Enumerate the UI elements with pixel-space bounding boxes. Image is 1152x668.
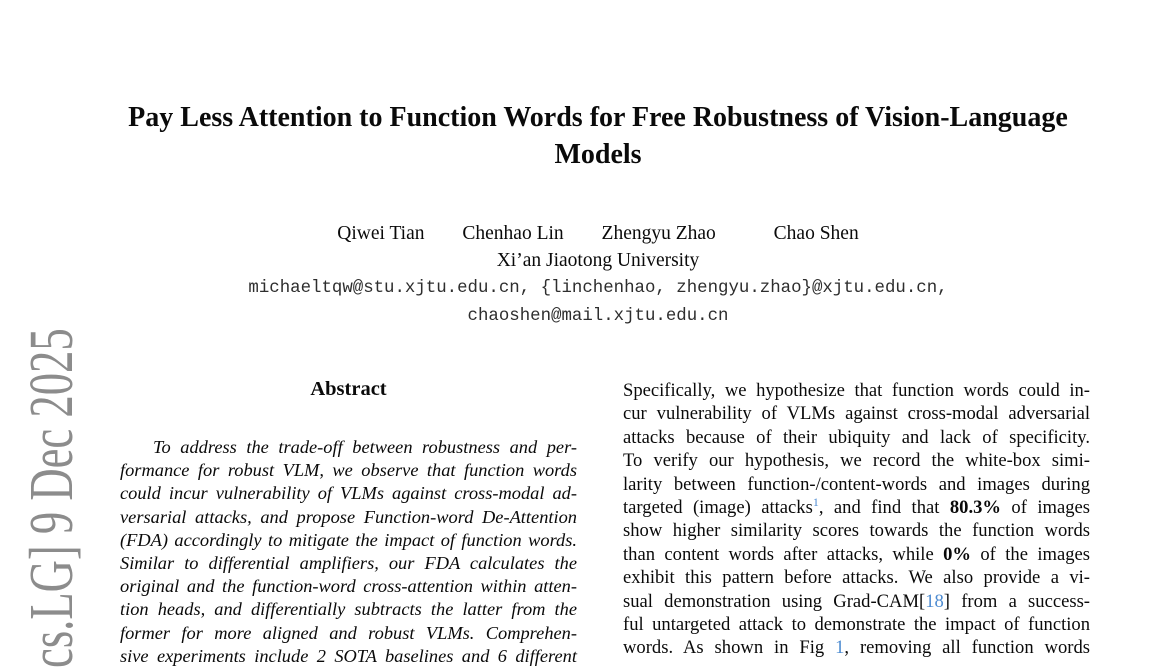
text-segment: tion heads, and differentially subtracts the latter from the: [120, 599, 577, 620]
paper-title-line2: Models: [554, 139, 642, 170]
text-segment: Similar to differential amplifiers, our FDA calculates the: [120, 553, 577, 574]
text-segment: , and find that: [818, 497, 950, 519]
email-line: chaoshen@mail.xjtu.edu.cn: [467, 306, 729, 326]
text-line: [120, 645, 577, 668]
text-segment: sive experiments include 2 SOTA baselines and 6 different: [120, 645, 577, 666]
text-segment: (FDA) accordingly to mitigate the impact of function words.: [120, 529, 577, 550]
text-line: [623, 473, 1090, 496]
author-name: Qiwei Tian: [337, 223, 425, 244]
text-line: [120, 436, 577, 459]
text-segment: than content words after attacks, while: [623, 543, 944, 565]
text-line: [120, 482, 577, 505]
text-line: [623, 496, 1090, 519]
paper-title-line1: Pay Less Attention to Function Words for Free Robustness of Vision-Language: [128, 102, 1068, 133]
author-name: Zhengyu Zhao: [601, 223, 716, 244]
text-segment: of the images: [970, 543, 1090, 565]
text-line: [623, 543, 1090, 566]
text-segment: cur vulnerability of VLMs against cross-modal adversarial: [623, 403, 1090, 425]
author-name: Chenhao Lin: [462, 223, 564, 244]
text-segment: , removing all function words: [844, 637, 1090, 659]
text-segment: words. As shown in Fig: [623, 637, 836, 659]
reference-link[interactable]: 1: [835, 637, 845, 659]
text-segment: To verify our hypothesis, we record the white-box simi-: [623, 450, 1090, 472]
text-line: [623, 519, 1090, 542]
text-segment: larity between function-/content-words and images during: [623, 473, 1090, 495]
text-segment: targeted (image) attacks: [623, 497, 813, 519]
text-line: [120, 575, 577, 598]
text-segment: former for more aligned and robust VLMs. Comprehen-: [120, 622, 577, 643]
text-segment: exhibit this pattern before attacks. We also provide a vi-: [623, 567, 1090, 589]
text-segment: could incur vulnerability of VLMs against cross-modal ad-: [120, 483, 577, 504]
author-list: [44, 222, 1152, 246]
reference-link[interactable]: 18: [925, 590, 944, 612]
text-segment: original and the function-word cross-attention within atten-: [120, 576, 577, 597]
affiliation: Xi’an Jiaotong University: [496, 250, 700, 271]
reference-link[interactable]: 1: [812, 494, 819, 509]
text-segment: show higher similarity scores towards the function words: [623, 520, 1090, 542]
abstract-heading: Abstract: [310, 378, 387, 400]
text-line: [623, 613, 1090, 636]
text-segment: 0%: [943, 543, 971, 565]
arxiv-watermark: cs.LG] 9 Dec 2025: [18, 328, 86, 668]
email-line: michaeltqw@stu.xjtu.edu.cn, {linchenhao, zhengyu.zhao}@xjtu.edu.cn,: [248, 279, 948, 298]
text-line: [120, 622, 577, 645]
text-segment: ] from a success-: [943, 590, 1090, 612]
text-segment: sual demonstration using Grad-CAM[: [623, 590, 926, 612]
paper-title: [44, 99, 1152, 173]
author-emails: [44, 275, 1152, 330]
text-segment: ful untargeted attack to demonstrate the impact of function: [623, 614, 1090, 636]
text-segment: versarial attacks, and propose Function-word De-Attention: [120, 506, 577, 527]
text-line: [623, 636, 1090, 659]
text-line: [623, 449, 1090, 472]
text-line: [120, 459, 577, 482]
text-segment: To address the trade-off between robustness and per-: [153, 437, 577, 457]
text-line: [623, 566, 1090, 589]
text-line: [120, 552, 577, 575]
text-line: [120, 529, 577, 552]
text-line: [120, 598, 577, 621]
text-segment: attacks because of their ubiquity and lack of specificity.: [623, 426, 1090, 448]
author-name: Chao Shen: [773, 223, 859, 244]
text-line: [120, 506, 577, 529]
left-column: [120, 378, 577, 668]
right-column: [623, 379, 1090, 660]
text-line: [623, 379, 1090, 402]
text-segment: of images: [1001, 497, 1091, 519]
abstract-body: [120, 436, 577, 668]
text-segment: formance for robust VLM, we observe that function words: [120, 460, 577, 481]
text-line: [623, 426, 1090, 449]
text-segment: Specifically, we hypothesize that function words could in-: [623, 380, 1090, 401]
text-segment: 80.3%: [949, 497, 1001, 519]
text-line: [623, 402, 1090, 425]
text-line: [623, 590, 1090, 613]
